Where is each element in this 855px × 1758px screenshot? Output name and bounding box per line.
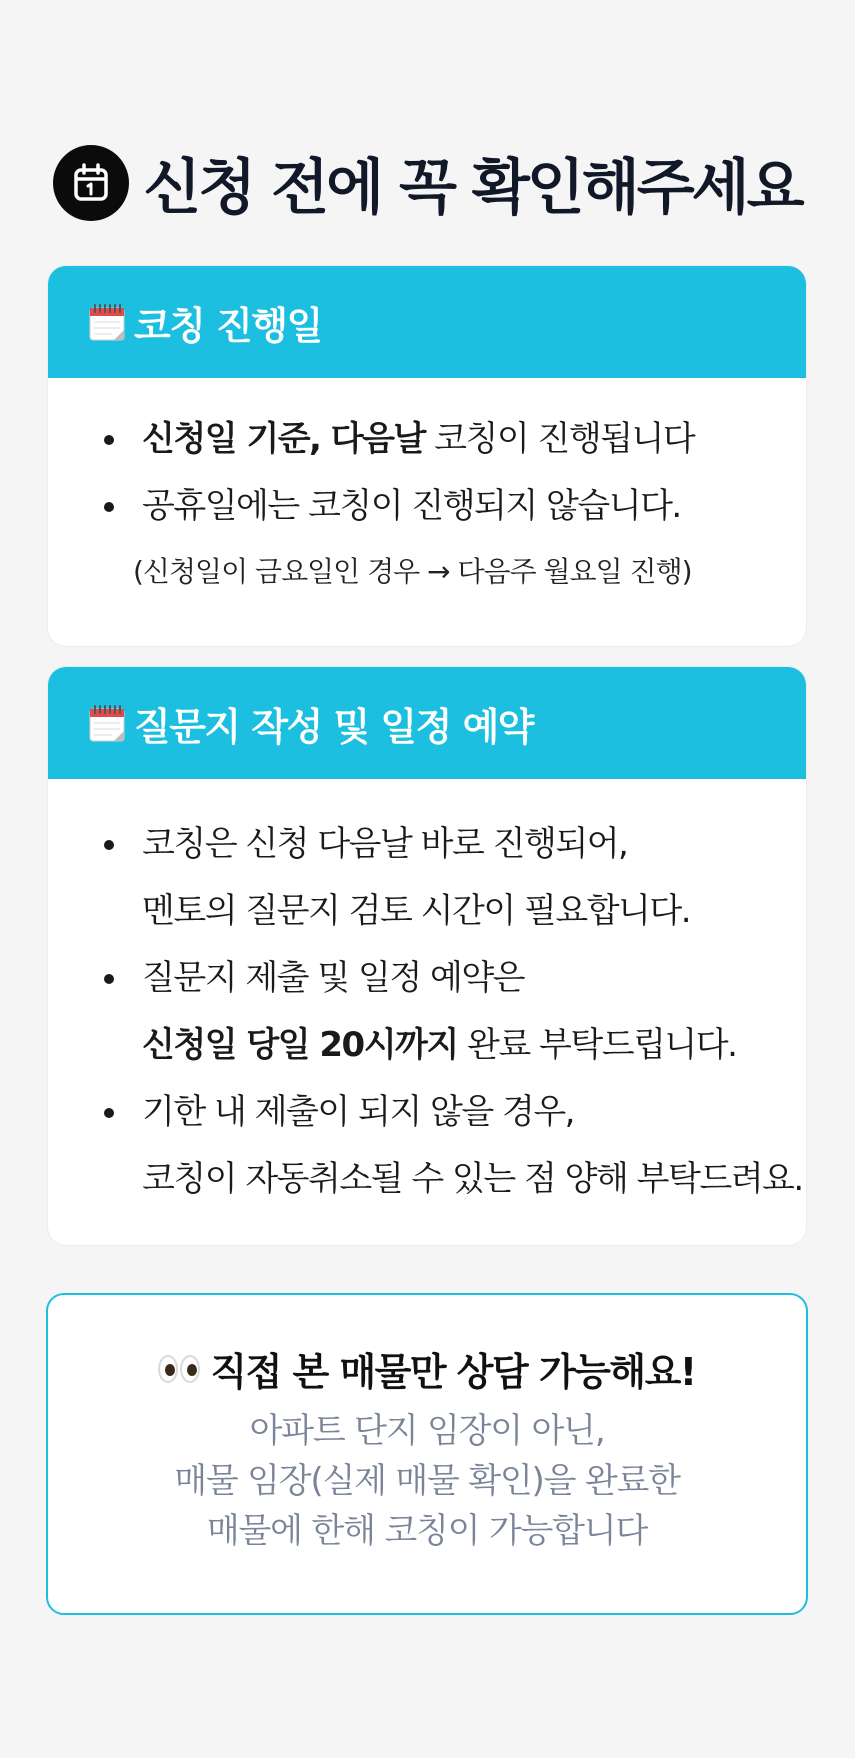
- notice-line: 매물에 한해 코칭이 가능합니다: [206, 1511, 648, 1551]
- eye-right: [180, 1355, 200, 1383]
- list-item-text: 코칭이 자동취소될 수 있는 점 양해 부탁드려요.: [142, 1159, 803, 1199]
- list-item-text: 완료 부탁드립니다.: [457, 1025, 737, 1065]
- list-item-text: 질문지 제출 및 일정 예약은: [142, 958, 525, 998]
- notice-header: [48, 1341, 806, 1396]
- eye-left: [158, 1355, 178, 1383]
- emphasis-text: 신청일 기준, 다음날: [142, 419, 425, 459]
- notice-box: [46, 1293, 808, 1615]
- questionnaire-card: [48, 667, 806, 1245]
- coaching-day-card-header: [48, 266, 806, 378]
- list-item-text: 기한 내 제출이 되지 않을 경우,: [142, 1092, 574, 1132]
- coaching-day-list: [102, 406, 786, 540]
- list-item-text: 멘토의 질문지 검토 시간이 필요합니다.: [142, 891, 691, 931]
- page-header: [0, 140, 855, 226]
- coaching-day-title: 코칭 진행일: [134, 303, 322, 348]
- spiral-notepad-icon: [88, 703, 126, 743]
- eyes-icon: [158, 1355, 200, 1383]
- list-item: [102, 1079, 803, 1213]
- bullet-dot: [104, 974, 114, 984]
- list-item-text: 코칭이 진행됩니다: [424, 419, 695, 459]
- bullet-dot: [104, 840, 114, 850]
- list-item-line: [142, 1012, 786, 1079]
- deadline-emphasis: 신청일 당일 20시까지: [142, 1025, 458, 1065]
- questionnaire-list: [102, 811, 803, 1213]
- page-title: 신청 전에 꼭 확인해주세요: [143, 153, 802, 223]
- notice-line: 아파트 단지 임장이 아닌,: [249, 1411, 605, 1451]
- notice-line: 매물 임장(실제 매물 확인)을 완료한: [174, 1461, 680, 1501]
- bullet-dot: [104, 1108, 114, 1118]
- list-item-text: 공휴일에는 코칭이 진행되지 않습니다.: [142, 486, 681, 526]
- coaching-day-card: [48, 266, 806, 646]
- questionnaire-title: 질문지 작성 및 일정 예약: [134, 704, 533, 749]
- spiral-notepad-icon: [88, 302, 126, 342]
- bullet-dot: [104, 435, 114, 445]
- list-item: [102, 473, 786, 540]
- notice-text: [48, 1406, 806, 1556]
- list-item: [102, 406, 786, 473]
- calendar-icon: [53, 145, 129, 221]
- list-item: [102, 811, 786, 945]
- notice-title: 직접 본 매물만 상담 가능해요!: [210, 1350, 696, 1394]
- list-item-text: 코칭은 신청 다음날 바로 진행되어,: [142, 824, 628, 864]
- friday-note: (신청일이 금요일인 경우 → 다음주 월요일 진행): [133, 555, 692, 588]
- questionnaire-card-header: [48, 667, 806, 779]
- bullet-dot: [104, 502, 114, 512]
- list-item: [102, 945, 786, 1079]
